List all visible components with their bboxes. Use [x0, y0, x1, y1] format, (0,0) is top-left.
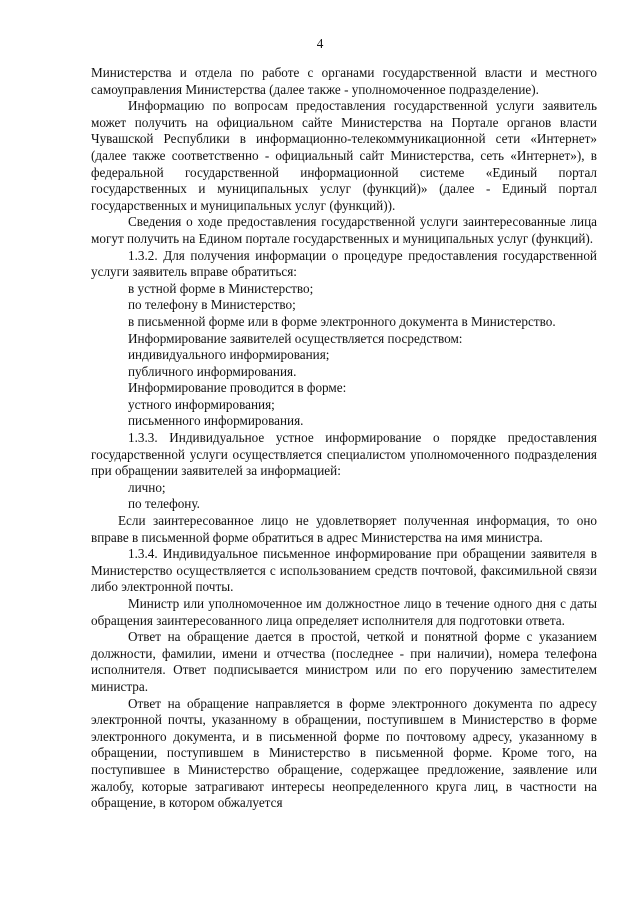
- paragraph: 1.3.4. Индивидуальное письменное информирование при обращении заявителя в Министерство осуществляется с использованием средств почтовой, факсимильной связи либо электронной почты.: [91, 546, 597, 595]
- paragraph: Ответ на обращение дается в простой, четкой и понятной форме с указанием должности, фамилии, имени и отчества (последнее - при наличии), номера телефона исполнителя. Ответ подписывается министром или по его поручению заместителем министра.: [91, 629, 597, 694]
- paragraph: Информацию по вопросам предоставления государственной услуги заявитель может получить на официальном сайте Министерства на Портале органов власти Чувашской Республики в информационно-телекоммуникационной сети «Интернет» (далее также соответственно - официальный сайт Министерства, сеть «Интернет»), в федеральной государственной информационной системе «Единый портал государственных и муниципальных услуг (функций)» (далее - Единый портал государственных и муниципальных услуг (функций)).: [91, 98, 597, 213]
- list-item: по телефону.: [128, 496, 200, 512]
- page-number: 4: [316, 36, 324, 51]
- list-item: публичного информирования.: [128, 363, 297, 379]
- paragraph: Если заинтересованное лицо не удовлетворяет полученная информация, то оно вправе в письменной форме обратиться в адрес Министерства на имя министра.: [91, 513, 597, 545]
- list-item: лично;: [128, 479, 166, 495]
- paragraph: 1.3.3. Индивидуальное устное информирование о порядке предоставления государственной услуги осуществляется специалистом уполномоченного подразделения при обращении заявителей за информацией:: [91, 430, 597, 479]
- paragraph: Сведения о ходе предоставления государственной услуги заинтересованные лица могут получить на Едином портале государственных и муниципальных услуг (функций).: [91, 214, 597, 246]
- list-item: в устной форме в Министерство;: [128, 280, 314, 296]
- paragraph: Информирование заявителей осуществляется посредством:: [128, 330, 463, 346]
- list-item: письменного информирования.: [128, 413, 304, 429]
- list-item: в письменной форме или в форме электронного документа в Министерство.: [128, 313, 556, 329]
- paragraph: 1.3.2. Для получения информации о процедуре предоставления государственной услуги заявитель вправе обратиться:: [91, 247, 597, 280]
- paragraph: Министр или уполномоченное им должностное лицо в течение одного дня с даты обращения заинтересованного лица определяет исполнителя для подготовки ответа.: [91, 596, 597, 628]
- list-item: устного информирования;: [128, 396, 275, 412]
- document-body: [91, 65, 597, 812]
- list-item: по телефону в Министерство;: [128, 297, 296, 313]
- paragraph: Информирование проводится в форме:: [128, 380, 347, 396]
- paragraph: Министерства и отдела по работе с органами государственной власти и местного самоуправления Министерства (далее также - уполномоченное подразделение).: [91, 65, 597, 97]
- list-item: индивидуального информирования;: [128, 347, 330, 363]
- paragraph: Ответ на обращение направляется в форме электронного документа по адресу электронной почты, указанному в обращении, поступившем в Министерство в форме электронного документа, и в письменной форме по почтовому адресу, указанному в обращении, поступившем в Министерство в письменной форме. Кроме того, на поступившее в Министерство обращение, содержащее предложение, заявление или жалобу, которые затрагивают интересы неопределенного круга лиц, в частности на обращение, в котором обжалуется: [91, 695, 597, 811]
